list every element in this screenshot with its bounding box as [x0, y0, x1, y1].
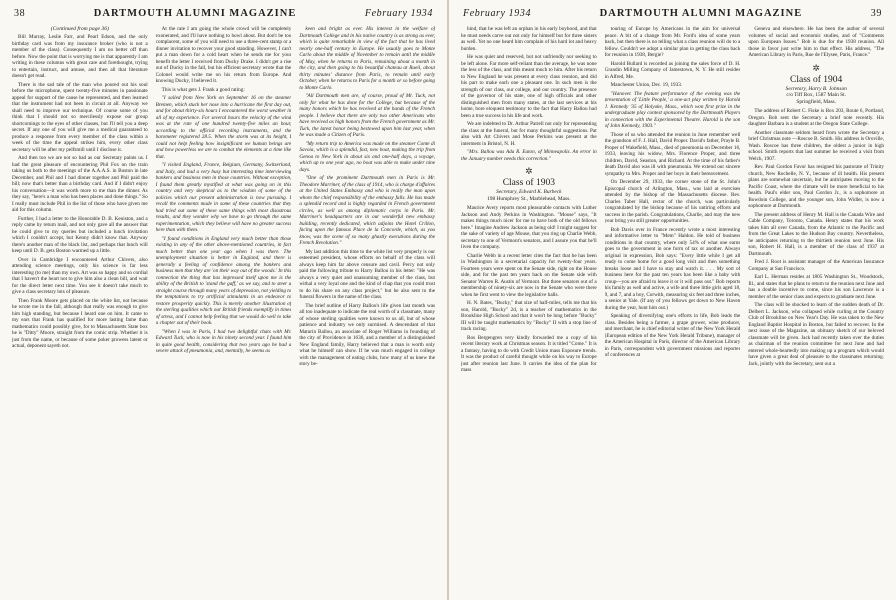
quoted-paragraph: "Hanover. The feature performance of the evening was the presentation of 'Little People,' a one-act play written by Harold J. Kennedy '35 of Holyoke, Mass., which won first prize in the undergraduate play contest sponsored by the Dartmouth Players in connection with the Experimental Theatre. Harold is the son of John Kennedy, 1903." [604, 90, 741, 129]
paragraph: We are indebted to Dr. Arthur Patrell not only for representing the class at the funeral, but for many thoughtful suggestions. Pat also with Art Chivers and Mose Perkins was present at the interment in Bristol, N. H. [461, 121, 597, 147]
column-1 [12, 26, 148, 594]
page-number: 38 [14, 8, 26, 19]
magazine-title: DARTMOUTH ALUMNI MAGAZINE [599, 8, 803, 19]
paragraph: The class will be shocked to learn of the sudden death of Dr. Delbert L. Jackson, who collapsed while curling at the Country Club of Brookline on New Year's Day. He was taken to the New England Baptist Hospital in Boston, but failed to recover. In the next issue of the Magazine, an obituary sketch of our beloved classmate will be given. Jack had recently taken over the duties as chairman of the reunion committee for next June and had entered whole-heartedly into making up a program which would have given a great deal of pleasure to the classmates returning. Jack, jointly with the Secretary, sent out a [748, 302, 885, 367]
paragraph: touring of Europe by Americans in the aim for universal peace. A bit of a change from Mr. Ford's idea of some years back, but then there is no telling what a class reunion will do to a fellow. Couldn't we adopt a similar plan in getting the class back for reunion in 1938, Bergie? [604, 26, 741, 58]
class-heading-1903 [461, 166, 597, 202]
quoted-paragraph: "One of the prominent Dartmouth men in Paris is Mr. Theodore Marriner, of the class of 1914, who is charge d'affaires at the United States Embassy and who is really the man upon whom the chief responsibility of the embassy falls. He has made a splendid record and is highly regarded in French government circles, as well as among diplomatic corps in Paris. Mr. Marriner's headquarters are in our wonderful new embassy building, recently dedicated, which adjoins the Hotel Crillon, facing upon the famous Place de la Concorde, which, as you know, was the scene of so many ghastly executions during the French Revolution." [299, 175, 436, 246]
paragraph: Charlie Webb in a recent letter cites the fact that he has been in Washington in a secretarial capacity for twenty-four years. Fourteen years were spent on the Senate side, right on the House side, and for the past ten years back on the Senate side with Senator Warren R. Austin of Vermont. But three senators out of a membership of ninety-six are now in the Senate who were there when he first went to view the legislative halls. [461, 252, 597, 298]
column-2 [605, 26, 741, 594]
issue-date: February 1934 [364, 8, 433, 19]
paragraph: At the rate I am going the whole crowd will be completely exonerated, and I'll have nothing to howl about. But don't be too complacent, some of you will need to use a three-cent stamp or a dinner invitation to recover your good standing. However, I can't put a man down for a cold heart when he sends me for your benefit the letter I received from Ducky Drake. I didn't get a rise out of Ducky in the fall, but his efficient secretary wrote that the Colonel would write me on his return from Europe. And knowing Ducky, I believed it. [155, 26, 292, 84]
quoted-paragraph: keen and bright as ever. His interest in the welfare of Dartmouth College and in his native country is as strong as ever, which is quite remarkable in view of the fact that he has lived nearly one-half century in Europe. He usually goes to Monte Carlo about the middle of November to remain until the middle of May, when he returns to Paris, remaining about a month in the city, and then going to his beautiful chateau at Rueil, about thirty minutes' distance from Paris, to remain until early October, when he returns to Paris for a month or so before going to Monte Carlo. [299, 26, 436, 91]
ornament-icon: ✲ [812, 62, 820, 73]
paragraph: Bill Murray, Leslie Farr, and Pearl Edson, and the only birthday card was from my insurance broker (who is not a member of the class). Consequently I am no better off than before. Now the point that is worrying me is that apparently I am writing in these columns with great care and forethought, trying to entertain, instruct, and amuse, and then all that literature doesn't get read. [12, 34, 148, 79]
issue-date: February 1934 [463, 8, 532, 19]
class-title: Class of 1904 [790, 74, 843, 85]
paragraph: Manchester Union, Dec. 19, 1933. [610, 82, 683, 88]
quoted-paragraph: "All Dartmouth men are, of course, proud of Mr. Tuck, not only for what he has done for the College, but because of the many honors which he has received at the hands of the French people. I believe that there are only two other Americans who have received as high honors from the French government as Mr. Tuck, the latest honor being bestowed upon him last year, when he was made a Citizen of Paris. [299, 93, 436, 138]
right-columns [461, 26, 884, 594]
continued-note: (Continued from page 36) [50, 26, 109, 32]
paragraph: Speaking of diversifying one's efforts in life, Bob leads the class. Besides being a farmer, a grape grower, wine producer, and merchant, he is chief editorial writer of the New York Herald (European edition of the New York Herald Tribune), manager of the American Hospital in Paris, director of the American Library in Paris, correspondent with government missions and reporter of conferences at [604, 313, 741, 358]
secretary-address: Springfield, Mass. [796, 98, 837, 105]
paragraph: H. N. Bates, "Bucky," that size of half-miles, tells me that his son, Harold, "Bucky" 2d, is a teacher of mathematics in the Brookline High School and that it won't be long before "Bucky" III will be taught mathematics by "Bucky" II with a stop line of track racing. [461, 300, 597, 333]
paragraph: On December 29, 1933, the corner stone of the St. John's Episcopal church of Arlington, Mass., was laid at exercises attended by the bishop of the Massachusetts diocese. Rev. Charles Taber Hall, rector of the church, was particularly congratulated by the bishop because of his untiring efforts and success in the parish. Congratulations, Charlie, and may the new year bring you still greater opportunities. [604, 179, 741, 224]
paragraph: The brief outline of Harry Ballou's life given last month was all too inadequate to indicate the real worth of a classmate, many of whose sterling qualities were known to us all, but of whose patience and industry we only surmised. A descendant of that Maturin Ballou, an associate of Roger Williams in founding of the city of Providence in 1636, and a member of a distinguished New England family, Harry believed that a man is worth only what he himself can show. If he was much engaged in college with the management of eating clubs, how many of us knew the story be- [299, 302, 436, 367]
paragraph: Another classmate seldom heard from wrote the Secretary a brief Christmas note —Roscoe B. Smith. His address is Oroville, Wash. Roscoe has three children, the oldest a junior in high school. Smith reports that last summer he received a visit from Welch, 1907. [748, 129, 885, 162]
paragraph: Rev. Paul Gordon Favor has resigned his pastorate of Trinity church, New Rochelle, N. Y., because of ill health. His present plans are somewhat uncertain, but he anticipates moving to the Pacific Coast, where the climate will be more beneficial to his health. Paul's elder son, Paul Gordon Jr., is a sophomore at Bowdoin College, and the younger son, John Widler, is now a sophomore at Dartmouth. [748, 164, 885, 210]
quoted-paragraph: "I sailed from New York on September 16 on the steamer Bremen, which stuck her nose into a hurricane the first day out, and for about thirty-six hours I encountered the worst weather in all of my experience. For several hours the velocity of the wind was at the rate of one hundred twenty-five miles an hour, according to the official recording instruments, and the barometer registered 28.5. When the storm was at its height, I could not help feeling how insignificant we human beings are and how powerless we are to combat the elements at a time like that. [155, 95, 292, 160]
secretary-address: c/o Tiff Box, 1587 Main St. [786, 92, 847, 99]
paragraph: Further, I had a letter to the Honorable D. B. Keniston, and a reply came by return mail, and not only gave all the answer that he could give to my queries but included a lunch invitation which I couldn't accept, but Kenny didn't know that. Anyway there's another man of the black list, and perhaps that lunch will keep until D. B. gets Boston warmed up a little. [12, 215, 148, 254]
page-number: 39 [870, 8, 882, 19]
ornament-icon: ✲ [525, 166, 533, 176]
paragraph: Maurice Avery reports most pleasurable contacts with Luther Jackson and Andy Perkins in Washington. "Mouse" says, "It makes things much nicer for me to have both of the old fellows here." Imagine Andrew Jackson as being old! I might suggest for the sake of variety of age Mouse, that you ring up Charlie Webb, secretary to one of Vermont's senators, and I assure you that he'll liven the company. [461, 205, 597, 251]
paragraph: The present address of Henry M. Hall is the Canada Wire and Cable Company, Toronto, Canada. Henry states that his work takes him all over Canada, from the Atlantic to the Pacific and from the Great Lakes to the Hudson Bay country. Nevertheless, he anticipates returning to the thirtieth reunion next June. His son, Robert H. Hall, is a member of the class of 1937 at Dartmouth. [748, 211, 885, 257]
paragraph: Ros Bergengren very kindly forwarded me a copy of his recent literary work at Christmas season. It is titled "Come." It is a fantasy, having to do with Credit Union mass Exposure trends. It was the product of careful thought while on his way to Europe just after reunion last June. It carries the idea of the plan for mass [461, 334, 597, 374]
paragraph: The address of Robert C. Fiske is Box 203, Route 6, Portland, Oregon. Bob sent the Secretary a brief note recently. His daughter Barbara is a student at the Oregon State College. [748, 108, 885, 128]
column-1 [461, 26, 597, 594]
paragraph: Bob Davis over in France recently wrote a most interesting and informative letter to "Mem" Haldon. He told of business conditions in that country, where only 54% of what one earns goes to the government in one form of tax or another. Always original in expression, Bob says: "Every little while I get all ready to come home for a good long visit and then something breaks loose and I have to stay and watch it. . . . My sort of business here for the past ten years has been like a baby with croup—you are afraid to leave it or it will pass out." Bob reports his family as well and active, a wife and three little girls aged 18, 9, and 7, and a boy, Corwith, measuring six feet and three inches, a senior at Yale. (If any of you fellows get down to New Haven during the year, hunt him out.) [604, 226, 741, 311]
left-columns [12, 26, 435, 594]
paragraph: He was quiet and reserved, but not unfriendly nor seeking to be left alone. Far more self-reliant than the average, he was none the less of the class, and this meant much to him. After his return to New England he was present at every class reunion, and did his part to make each one a pleasant one. In such men is the strength of our class, our college, and our country. The presence of the governor of his state, one of high officials and other distinguished men from many states, at the last services at his home, bore eloquent testimony to the fact that Harry Ballou had been a true success in his life and work. [461, 54, 597, 119]
paragraph: Fred J. Root is assistant manager of the American Insurance Company at San Francisco. [748, 259, 885, 272]
paragraph: Then Frank Moore gets placed on the white list, not because he wrote me in the fall, although that really was enough to give him high standing, but because I heard one on him. It came to my ears that Frank has qualified for more lasting fame than mathematics could possibly give, for to Massachusetts State box he is "Ditty" Moore, straight from the comic strip. Whether it is just from the name, or because of some poker prowess latent or actual, deponent sayeth not. [12, 297, 148, 349]
paragraph: Over in Cambridge I encountered Arthur Chivers, also attending science meetings, only his science is far less interesting (to me) than my own. Art was so happy and so cordial that I haven't the heart not to give him also a clean bill, and wait for the direct letter next time. You see it doesn't take much to give a class secretary lots of pleasure. [12, 256, 148, 295]
paragraph: Earl L. Herman resides at 1805 Washington St., Woodstock, Ill., and states that he plans to return to the reunion next June and has a double incentive to come, since his son Lawrence is a member of the senior class and expects to graduate next June. [748, 274, 885, 300]
paragraph: Geneva and elsewhere. He has been the author of several volumes of social and economic studies, and of "Comments upon European Issues." Bob is due for the 1938 reunion. All those in favor just write him to that effect. His address, "The American Library in Paris, Rue de l'Elysee, Paris, France." [748, 26, 885, 58]
magazine-title: DARTMOUTH ALUMNI MAGAZINE [93, 8, 297, 19]
quoted-paragraph: "My return trip to America was made on the steamer Conte di Savoia, which is a splendid, fast, new boat, making the trip from Genoa to New York in about six and one-half days, a voyage, which up to one year ago, no boat was able to make under nine days. [299, 140, 436, 173]
class-title: Class of 1903 [502, 178, 555, 188]
running-head-left [14, 8, 433, 22]
quoted-paragraph: "I visited England, France, Belgium, Germany, Switzerland, and Italy, and had a very busy but interesting time interviewing bankers and business men in those countries. Without exception, I found them greatly mystified at what was going on in this country and very skeptical as to the wisdom of some of the policies which our present administration is now pursuing. I recall the comments made in some of these countries that they had tried out some of these same things with most disastrous results, and they wonder why we have to go through the same experimentation, which they believe will have no greater success here than with them. [155, 162, 292, 233]
paragraph: Harold Bullard is recorded as joining the sales force of D. H. Grandin Milling Company of Jamestown, N. Y. He still resides in Alfred, Me. [604, 60, 741, 80]
paragraph: There is the sad tale of the man who poured out his soul before the microphone, spent twenty-five minutes in passionate appeal for support of the cause he represented, and then learned that the instrument had not been in circuit at all. Anyway we shall need to improve our technique. Of course some of you think that I should not so mercilessly expose our group shortcomings to the eyes of other classes, but I'll tell you a deep secret. If any one of you will give me a medical guaranteed to produce a response from every member of the class within a week of the time the appeal strikes him, every other class secretary will be after my pelfsmill until I disclose it. [12, 81, 148, 153]
right-page [449, 0, 896, 600]
paragraph: And then too we are not so bad as our Secretary paints us. I had the great pleasure of encountering Phil Fox on the train taking us both to the meetings of the A.A.A.S. in Boston in late December, and Phil and I had dinner together and Phil paid the bill; now that's better than a birthday card. And if I didn't enjoy his conversation—it was worth more to me than the dinner. As they say, "here's a man who has been places and done things." So I really must include Phil in the list of those who have given me aid for this column. [12, 155, 148, 213]
quoted-paragraph: "When I was in Paris, I had two delightful chats with Mr. Edward Tuck, who is now in his ninety second year. I found him in quite good health, considering that two years ago he had a severe attack of pneumonia, and, mentally, he seems as [155, 328, 292, 354]
paragraph: hind, that he was left an orphan in his early boyhood, and that he must needs carve out not only for himself but for three sisters as well. Yet no one heard him complain of his hard lot and heavy burden. [461, 26, 597, 52]
running-head-right [463, 8, 882, 22]
column-2 [156, 26, 292, 594]
class-heading-1904 [748, 63, 884, 106]
quoted-paragraph: "Mrs. Ballou was Ada R. Eaton, of Minneapolis. An error in the January number needs this correction." [461, 149, 597, 162]
class-secretary: Secretary, Harry B. Johnson [785, 85, 847, 92]
quoted-paragraph: "I found conditions in England very much better than those existing in any of the other above-mentioned countries, in fact much better than one year ago when I was there. The unemployment situation is better in England, and there is generally a feeling of confidence among the bankers and business men that they are 'on their way out of the woods.' In this connection the thing that has impressed itself upon me is the ability of the British to 'stand the gaff,' as we say, and to steer a straight course through many years of depression, not yielding to the temptations to try artificial stimulants in an endeavor to restore prosperity quickly. This is merely another illustration of the sterling qualities which our British friends exemplify in times of stress, and I cannot help feeling that we would do well to take a chapter out of their book. [155, 235, 292, 326]
secretary-address: 198 Humphrey St., Marblehead, Mass. [487, 195, 571, 202]
paragraph: My last addition this time to the white list very properly is our esteemed president, whose efforts on behalf of the class will always keep him far above censure and cavil. Percy not only paid the following tribute to Harry Ballou in his letter: "He was always a very quiet and unassuming member of the class, but withal a very loyal one and the kind of chap that you could trust to do his share on any class project," but he also sent to the funeral flowers in the name of the class. [299, 248, 436, 300]
paragraph: This is what gets J. Frank a good rating: [161, 86, 245, 93]
paragraph: Those of us who attended the reunion in June remember well the grandson of F. J. Hall, David Proper. David's father, Prayle B. Proper of Wakefield, Mass., died of pneumonia on December 16, 1933, leaving his widow, Mrs. Florence Proper, and three children, David, Seaston, and Richard. At the time of his father's death David also was ill with pneumonia. We extend our sincere sympathy to Mrs. Proper and her boys in their bereavement. [604, 131, 741, 177]
column-3 [748, 26, 884, 594]
class-secretary: Secretary, Edward K. Burbeck [496, 189, 562, 195]
column-3 [299, 26, 435, 594]
